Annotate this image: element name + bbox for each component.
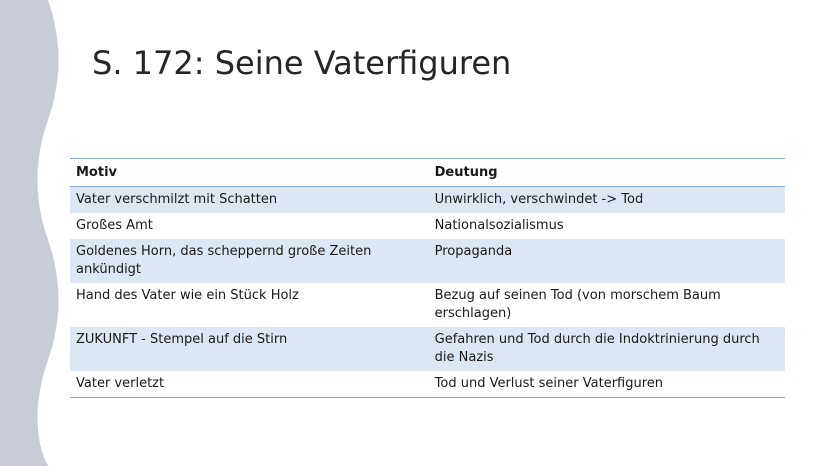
motif-table xyxy=(70,158,785,398)
table-row xyxy=(70,213,785,239)
cell-deutung: Gefahren und Tod durch die Indoktrinierung durch die Nazis xyxy=(429,327,785,371)
cell-motiv: Goldenes Horn, das scheppernd große Zeiten ankündigt xyxy=(70,239,429,283)
cell-deutung: Bezug auf seinen Tod (von morschem Baum erschlagen) xyxy=(429,283,785,327)
cell-deutung: Unwirklich, verschwindet -> Tod xyxy=(429,187,785,214)
cell-deutung: Propaganda xyxy=(429,239,785,283)
table-header-row xyxy=(70,159,785,187)
slide-title: S. 172: Seine Vaterfiguren xyxy=(92,44,512,82)
table-row xyxy=(70,239,785,283)
header-motiv: Motiv xyxy=(70,159,429,187)
table-row xyxy=(70,371,785,398)
header-deutung: Deutung xyxy=(429,159,785,187)
cell-motiv: Vater verschmilzt mit Schatten xyxy=(70,187,429,214)
cell-motiv: Großes Amt xyxy=(70,213,429,239)
cell-deutung: Nationalsozialismus xyxy=(429,213,785,239)
cell-motiv: Vater verletzt xyxy=(70,371,429,398)
table-row xyxy=(70,283,785,327)
table-row xyxy=(70,187,785,214)
cell-deutung: Tod und Verlust seiner Vaterfiguren xyxy=(429,371,785,398)
table-row xyxy=(70,327,785,371)
wave-shape xyxy=(0,0,59,466)
cell-motiv: ZUKUNFT - Stempel auf die Stirn xyxy=(70,327,429,371)
cell-motiv: Hand des Vater wie ein Stück Holz xyxy=(70,283,429,327)
decorative-wave-border xyxy=(0,0,70,466)
